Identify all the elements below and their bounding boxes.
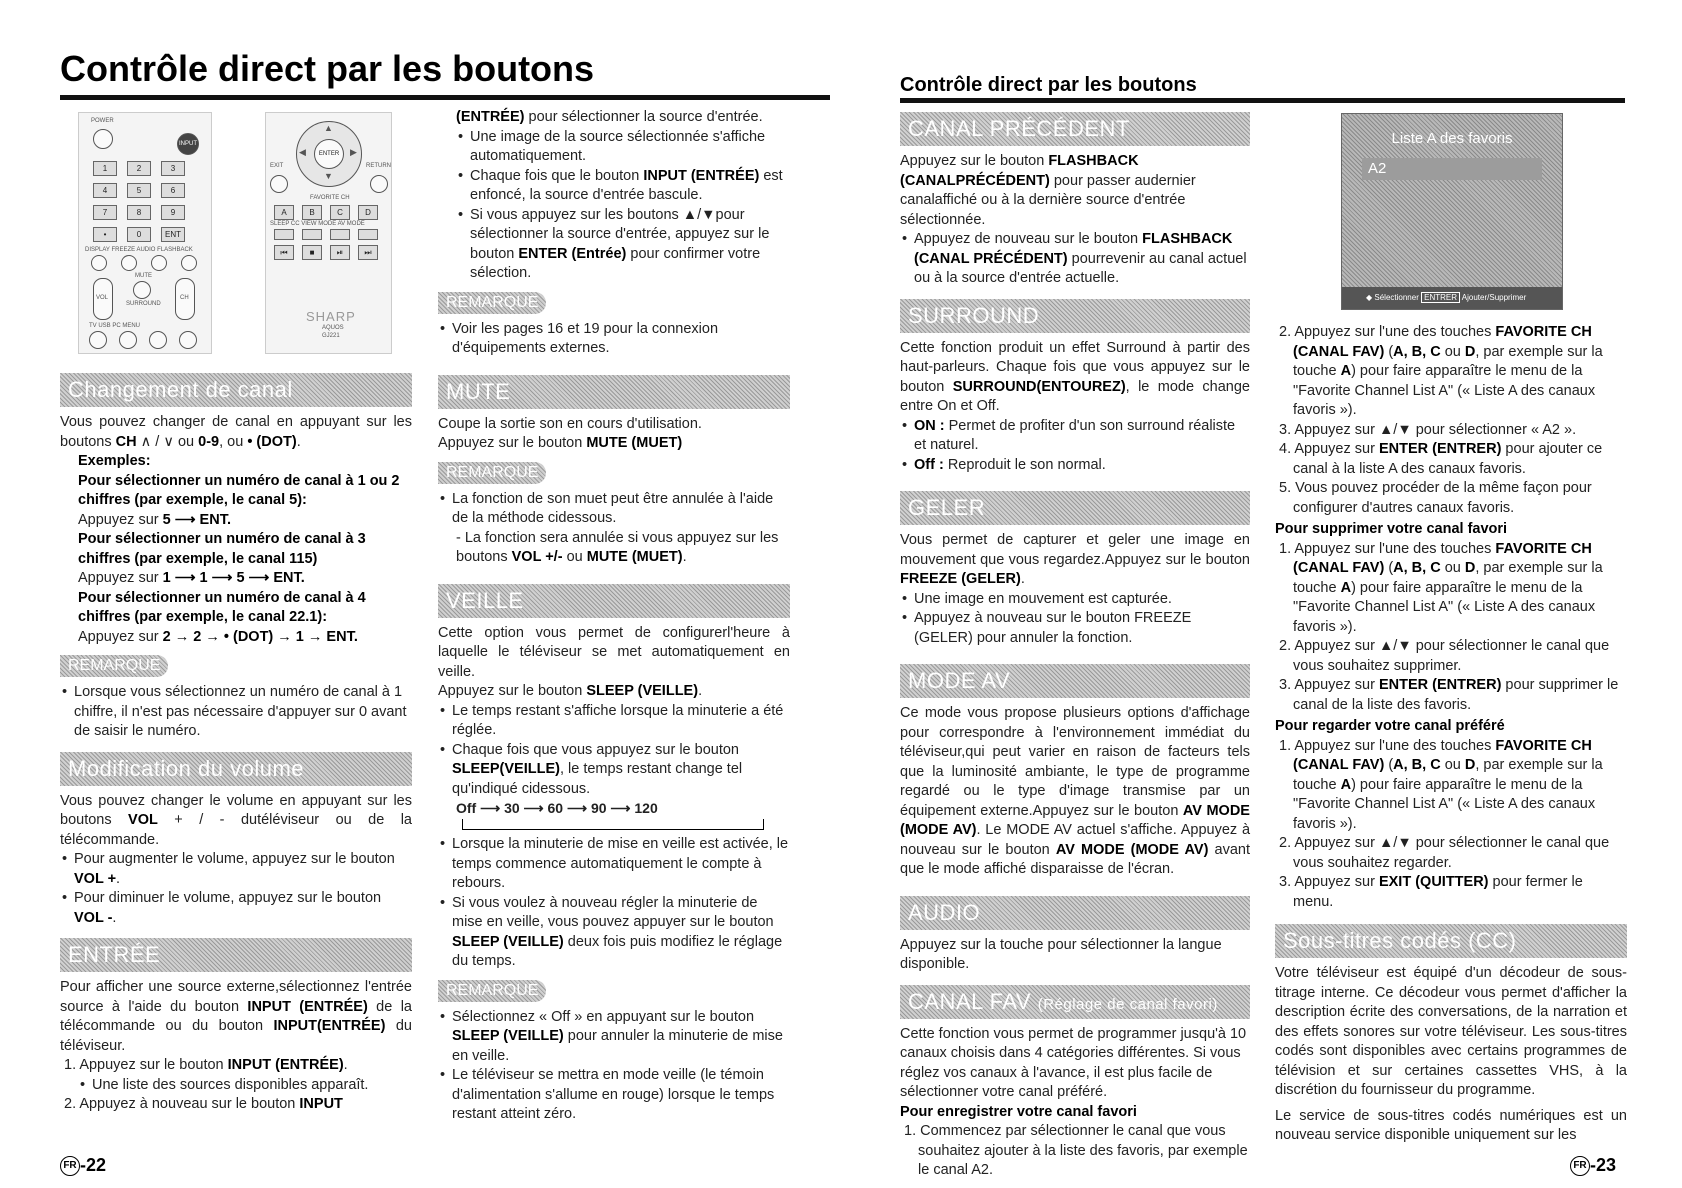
- banner-geler: GELER: [900, 491, 1250, 525]
- return-button-icon: [370, 175, 388, 193]
- geler-bullet-1: • Une image en mouvement est capturée.: [900, 590, 1250, 610]
- remark-tag: REMARQUE: [60, 655, 168, 677]
- delete-step-2: 2. Appuyez sur ▲/▼ pour sélectionner le canal que vous souhaitez supprimer.: [1279, 638, 1610, 674]
- key-ent: ENT: [161, 227, 185, 242]
- banner-sous-titres: Sous-titres codés (CC): [1275, 924, 1627, 958]
- brand-sub1: AQUOS: [322, 325, 344, 331]
- key-0: 0: [127, 227, 151, 242]
- viewmode-key-icon: [330, 229, 350, 240]
- title-rule-right: [900, 98, 1625, 103]
- banner-surround: SURROUND: [900, 299, 1250, 333]
- timer-60: 60: [547, 800, 564, 816]
- view-step-3: 3. Appuyez sur EXIT (QUITTER) pour fermer le menu.: [1279, 874, 1583, 910]
- mute-button-icon: [133, 281, 151, 299]
- mute-text-1: Coupe la sortie son en cours d'utilisation.: [438, 415, 702, 432]
- key-2: 2: [127, 161, 151, 176]
- fav-key-d: D: [358, 205, 378, 220]
- fav-key-a: A: [274, 205, 294, 220]
- page-title: Contrôle direct par les boutons: [60, 48, 595, 89]
- cc-text-2: Le service de sous-titres codés numériques est un nouveau service disponible uniquement sur les: [1275, 1107, 1627, 1143]
- fav-step-5: 5. Vous pouvez procéder de la même façon pour configurer d'autres canaux favoris.: [1279, 480, 1592, 516]
- play-pause-key-icon: ⏯: [330, 245, 350, 260]
- veille-text-2: Appuyez sur le bouton SLEEP (VEILLE).: [438, 683, 703, 699]
- brand-logo: SHARP: [306, 309, 356, 324]
- surround-on: • ON : Permet de profiter d'un son surround réaliste et naturel.: [900, 417, 1250, 456]
- remark-tag: REMARQUE: [438, 980, 546, 1002]
- fav-step-2: 2. Appuyez sur l'une des touches FAVORITE CH (CANAL FAV) (A, B, C ou D, par exemple sur la touche A) pour faire apparaître le menu de la "Favorite Channel List A" (« Liste A des canaux favoris »).: [1279, 324, 1603, 418]
- timer-off: Off: [456, 800, 477, 816]
- favorites-screen-footer: ◆ Sélectionner ENTRER Ajouter/Supprimer: [1342, 287, 1562, 309]
- veille-bullet-1: • Le temps restant s'affiche lorsque la minuterie a été réglée.: [438, 702, 790, 741]
- geler-bullet-2: • Appuyez à nouveau sur le bouton FREEZE (GELER) pour annuler la fonction.: [900, 609, 1250, 648]
- example-1-keys: Appuyez sur 5 ⟶ ENT.: [78, 511, 231, 528]
- example-2-heading: Pour sélectionner un numéro de canal à 3 chiffres (par exemple, le canal 115): [78, 531, 366, 567]
- forward-key-icon: ⏭: [358, 245, 378, 260]
- freeze-button-icon: [121, 255, 137, 271]
- entree-bullet-3: • Si vous appuyez sur les boutons ▲/▼pour sélectionner la source d'entrée, appuyez sur le bouton ENTER (Entrée) pour confirmer votre sélection.: [456, 206, 790, 284]
- banner-canal-precedent: CANAL PRÉCÉDENT: [900, 112, 1250, 146]
- key-dot: •: [93, 227, 117, 242]
- rewind-key-icon: ⏮: [274, 245, 294, 260]
- sleep-timer-diagram: Off ⟶ 30 ⟶ 60 ⟶ 90 ⟶ 120: [438, 799, 790, 835]
- brand-sub2: GJ221: [322, 333, 340, 339]
- volume-bullet-down: • Pour diminuer le volume, appuyez sur le bouton VOL -.: [60, 889, 412, 928]
- banner-mute: MUTE: [438, 375, 790, 409]
- select-arrows-icon: ◆: [1366, 293, 1373, 302]
- input-label: INPUT: [179, 141, 197, 147]
- remote-illustration-keypad: [78, 112, 212, 354]
- favorites-screen-title: Liste A des favoris: [1391, 130, 1513, 147]
- example-3-keys: Appuyez sur 2 → 2 → • (DOT) → 1 → ENT.: [78, 628, 358, 645]
- right-column-2: [1275, 323, 1627, 1146]
- veille-remark-1: • Sélectionnez « Off » en appuyant sur le bouton SLEEP (VEILLE) pour annuler la minuterie de mise en veille.: [438, 1008, 790, 1067]
- title-rule: [60, 95, 830, 100]
- entree-bullet-1: • Une image de la source sélectionnée s'affiche automatiquement.: [456, 128, 790, 167]
- tv-button-icon: [89, 331, 107, 349]
- flashback-button-icon: [181, 255, 197, 271]
- entree-step-2: 2. Appuyez à nouveau sur le bouton INPUT: [64, 1096, 343, 1112]
- key-5: 5: [127, 183, 151, 198]
- delete-step-3: 3. Appuyez sur ENTER (ENTRER) pour supprimer le canal de la liste des favoris.: [1279, 677, 1619, 713]
- remark-tag: REMARQUE: [438, 462, 546, 484]
- usb-button-icon: [119, 331, 137, 349]
- power-button-icon: [93, 129, 113, 149]
- timer-30: 30: [504, 800, 520, 816]
- delete-heading: Pour supprimer votre canal favori: [1275, 521, 1508, 537]
- input-button-icon: [177, 133, 199, 155]
- banner-volume: Modification du volume: [60, 752, 412, 786]
- mute-text-2: Appuyez sur le bouton MUTE (MUET): [438, 435, 683, 451]
- sleep-key-icon: [274, 229, 294, 240]
- surround-off: • Off : Reproduit le son normal.: [900, 456, 1250, 476]
- entree-step-1-bullet: • Une liste des sources disponibles apparaît.: [78, 1076, 412, 1096]
- entree-remark: • Voir les pages 16 et 19 pour la connexion d'équipements externes.: [438, 320, 790, 359]
- timer-120: 120: [634, 800, 658, 816]
- examples-label: Exemples:: [78, 453, 151, 469]
- banner-audio: AUDIO: [900, 896, 1250, 930]
- fav-step-4: 4. Appuyez sur ENTER (ENTRER) pour ajouter ce canal à la liste A des canaux favoris.: [1279, 441, 1603, 477]
- entree-intro: Pour afficher une source externe,sélectionnez l'entrée source à l'aide du bouton INPUT (ENTRÉE) de la télécommande ou du bouton INPUT(ENTRÉE) du téléviseur.: [60, 979, 412, 1054]
- pc-button-icon: [149, 331, 167, 349]
- key-9: 9: [161, 205, 185, 220]
- menu-button-icon: [179, 331, 197, 349]
- example-2-keys: Appuyez sur 1 ⟶ 1 ⟶ 5 ⟶ ENT.: [78, 570, 305, 586]
- vol-label: VOL: [96, 295, 109, 301]
- enter-label: ENTER: [318, 151, 340, 157]
- banner-changement-canal: Changement de canal: [60, 373, 412, 407]
- surround-text: Cette fonction produit un effet Surround à partir des haut-parleurs. Chaque fois que vous appuyez sur le bouton SURROUND(ENTOUREZ), le mode change entre On et Off.: [900, 339, 1250, 414]
- right-page-number: FR -23: [1570, 1155, 1616, 1176]
- mute-remark-2: - La fonction sera annulée si vous appuyez sur les boutons VOL +/- ou MUTE (MUET).: [456, 529, 779, 565]
- right-page-title: Contrôle direct par les boutons: [900, 74, 1197, 96]
- left-page-number: FR -22: [60, 1155, 106, 1176]
- audio-text: Appuyez sur la touche pour sélectionner la langue disponible.: [900, 936, 1222, 972]
- fr-badge-icon: FR: [60, 1156, 80, 1176]
- volume-bullet-up: • Pour augmenter le volume, appuyez sur le bouton VOL +.: [60, 850, 412, 889]
- stop-key-icon: ■: [302, 245, 322, 260]
- key-7: 7: [93, 205, 117, 220]
- delete-step-1: 1. Appuyez sur l'une des touches FAVORITE CH (CANAL FAV) (A, B, C ou D, par exemple sur la touche A) pour faire apparaître le menu de la "Favorite Channel List A" (« Liste A des canaux favoris »).: [1279, 540, 1603, 635]
- display-button-icon: [91, 255, 107, 271]
- canal-fav-step-1: 1. Commencez par sélectionner le canal que vous souhaitez ajouter à la liste des favoris, par exemple le canal A2.: [904, 1123, 1248, 1178]
- arrow-right-icon: ▶: [350, 147, 357, 157]
- entree-bullet-2: • Chaque fois que le bouton INPUT (ENTRÉE) est enfoncé, la source d'entrée bascule.: [456, 167, 790, 206]
- canal-fav-text: Cette fonction vous permet de programmer jusqu'à 10 canaux choisis dans 4 catégories différentes. Si vous réglez vos canaux à l'avance, il est plus facile de sélectionner votre canal préféré.: [900, 1025, 1247, 1100]
- avmode-key-icon: [358, 229, 378, 240]
- sleep-row-labels: SLEEP CC VIEW MODE AV MODE: [270, 221, 365, 227]
- mute-remark-1: • La fonction de son muet peut être annulée à l'aide de la méthode cidessous.: [438, 490, 790, 529]
- key-1: 1: [93, 161, 117, 176]
- remote-illustration-navpad: [265, 112, 392, 354]
- geler-text: Vous permet de capturer et geler une image en mouvement que vous regardez.Appuyez sur le bouton FREEZE (GELER).: [900, 532, 1250, 587]
- key-4: 4: [93, 183, 117, 198]
- right-column-1: [900, 108, 1250, 1181]
- banner-mode-av: MODE AV: [900, 664, 1250, 698]
- entree-continued: (ENTRÉE) pour sélectionner la source d'entrée.: [456, 109, 763, 125]
- arrow-left-icon: ◀: [299, 147, 306, 157]
- veille-bullet-3: • Lorsque la minuterie de mise en veille est activée, le temps commence automatiquement le compte à rebours.: [438, 835, 790, 894]
- fav-key-c: C: [330, 205, 350, 220]
- favorites-screen-illustration: [1341, 113, 1563, 310]
- left-column-2: [438, 108, 790, 1125]
- key-8: 8: [127, 205, 151, 220]
- arrow-down-icon: ▼: [324, 171, 333, 181]
- flashback-bullet: • Appuyez de nouveau sur le bouton FLASHBACK (CANAL PRÉCÉDENT) pourrevenir au canal actuel ou à la source d'entrée actuelle.: [900, 230, 1250, 289]
- key-6: 6: [161, 183, 185, 198]
- surround-label: SURROUND: [126, 301, 161, 307]
- ch-label: CH: [180, 295, 189, 301]
- canal-remark: • Lorsque vous sélectionnez un numéro de canal à 1 chiffre, il n'est pas nécessaire d'appuyer sur 0 avant de saisir le numéro.: [60, 683, 412, 742]
- return-label: RETURN: [366, 163, 391, 169]
- favorites-screen-item: A2: [1362, 158, 1542, 180]
- exit-button-icon: [270, 175, 288, 193]
- remark-tag: REMARQUE: [438, 292, 546, 314]
- arrow-up-icon: ▲: [324, 123, 333, 133]
- bottom-labels: TV USB PC MENU: [89, 323, 141, 329]
- example-1-heading: Pour sélectionner un numéro de canal à 1 ou 2 chiffres (par exemple, le canal 5):: [78, 472, 400, 508]
- banner-entree: ENTRÉE: [60, 938, 412, 972]
- timer-90: 90: [590, 800, 607, 816]
- fr-badge-icon: FR: [1570, 1156, 1590, 1176]
- volume-intro: Vous pouvez changer le volume en appuyant sur les boutons VOL + / - dutéléviseur ou de la télécommande.: [60, 792, 412, 848]
- mute-label: MUTE: [135, 273, 152, 279]
- canal-intro: Vous pouvez changer de canal en appuyant sur les boutons CH ∧ / ∨ ou 0-9, ou • (DOT).: [60, 414, 412, 450]
- veille-remark-2: • Le téléviseur se mettra en mode veille (le témoin d'alimentation s'allume en rouge) lorsque le temps restant atteint zéro.: [438, 1066, 790, 1125]
- fav-step-3: 3. Appuyez sur ▲/▼ pour sélectionner « A2 ».: [1279, 421, 1577, 438]
- exit-label: EXIT: [270, 163, 284, 169]
- power-label: POWER: [91, 118, 114, 124]
- view-heading: Pour regarder votre canal préféré: [1275, 718, 1505, 734]
- veille-bullet-4: • Si vous voulez à nouveau régler la minuterie de mise en veille, vous pouvez appuyer sur le bouton SLEEP (VEILLE) deux fois puis modifiez le réglage du temps.: [438, 894, 790, 972]
- fav-key-b: B: [302, 205, 322, 220]
- view-step-1: 1. Appuyez sur l'une des touches FAVORITE CH (CANAL FAV) (A, B, C ou D, par exemple sur la touche A) pour faire apparaître le menu de la "Favorite Channel List A" (« Liste A des canaux favoris »).: [1279, 737, 1603, 832]
- audio-button-icon: [151, 255, 167, 271]
- banner-veille: VEILLE: [438, 584, 790, 618]
- enter-button-icon: [314, 139, 344, 169]
- row-labels: DISPLAY FREEZE AUDIO FLASHBACK: [85, 247, 193, 253]
- banner-canal-fav: CANAL FAV (Réglage de canal favori): [900, 985, 1250, 1019]
- cc-key-icon: [302, 229, 322, 240]
- entree-step-1: 1. Appuyez sur le bouton INPUT (ENTRÉE).: [64, 1057, 348, 1073]
- key-3: 3: [161, 161, 185, 176]
- favorite-label: FAVORITE CH: [310, 195, 350, 201]
- veille-text-1: Cette option vous permet de configurerl'heure à laquelle le téléviseur se met automatiquement en veille.: [438, 624, 790, 680]
- cc-text-1: Votre téléviseur est équipé d'un décodeur de sous-titrage interne. Ce décodeur vous permet d'afficher la description écrite des conversations, de la narration et des effets sonores sur votre téléviseur. Les sous-titres codés sont disponibles avec certains programmes de télévision et sur certaines cassettes VHS, à la discrétion du fournisseur du programme.: [1275, 965, 1627, 1098]
- timer-return-line: [462, 819, 764, 830]
- veille-bullet-2: • Chaque fois que vous appuyez sur le bouton SLEEP(VEILLE), le temps restant change tel qu'indiqué cidessous.: [438, 741, 790, 800]
- left-column-1: [60, 373, 412, 1115]
- flashback-text: Appuyez sur le bouton FLASHBACK (CANALPRÉCÉDENT) pour passer audernier canalaffiché ou à la dernière source d'entrée sélectionnée.: [900, 153, 1196, 228]
- mode-av-text: Ce mode vous propose plusieurs options d'affichage pour correspondre à l'environnement immédiat du téléviseur,qui peut varier en raison de facteurs tels que la luminosité ambiante, le type de programme regardé ou le type d'image transmise par un équipement externe.Appuyez sur le bouton AV MODE (MODE AV). Le MODE AV actuel s'affiche. Appuyez à nouveau sur le bouton AV MODE (MODE AV) avant que le mode affiché disparaisse de l'écran.: [900, 705, 1251, 877]
- view-step-2: 2. Appuyez sur ▲/▼ pour sélectionner le canal que vous souhaitez regarder.: [1279, 835, 1610, 871]
- canal-fav-heading: Pour enregistrer votre canal favori: [900, 1103, 1137, 1120]
- example-3-heading: Pour sélectionner un numéro de canal à 4 chiffres (par exemple, le canal 22.1):: [78, 589, 366, 625]
